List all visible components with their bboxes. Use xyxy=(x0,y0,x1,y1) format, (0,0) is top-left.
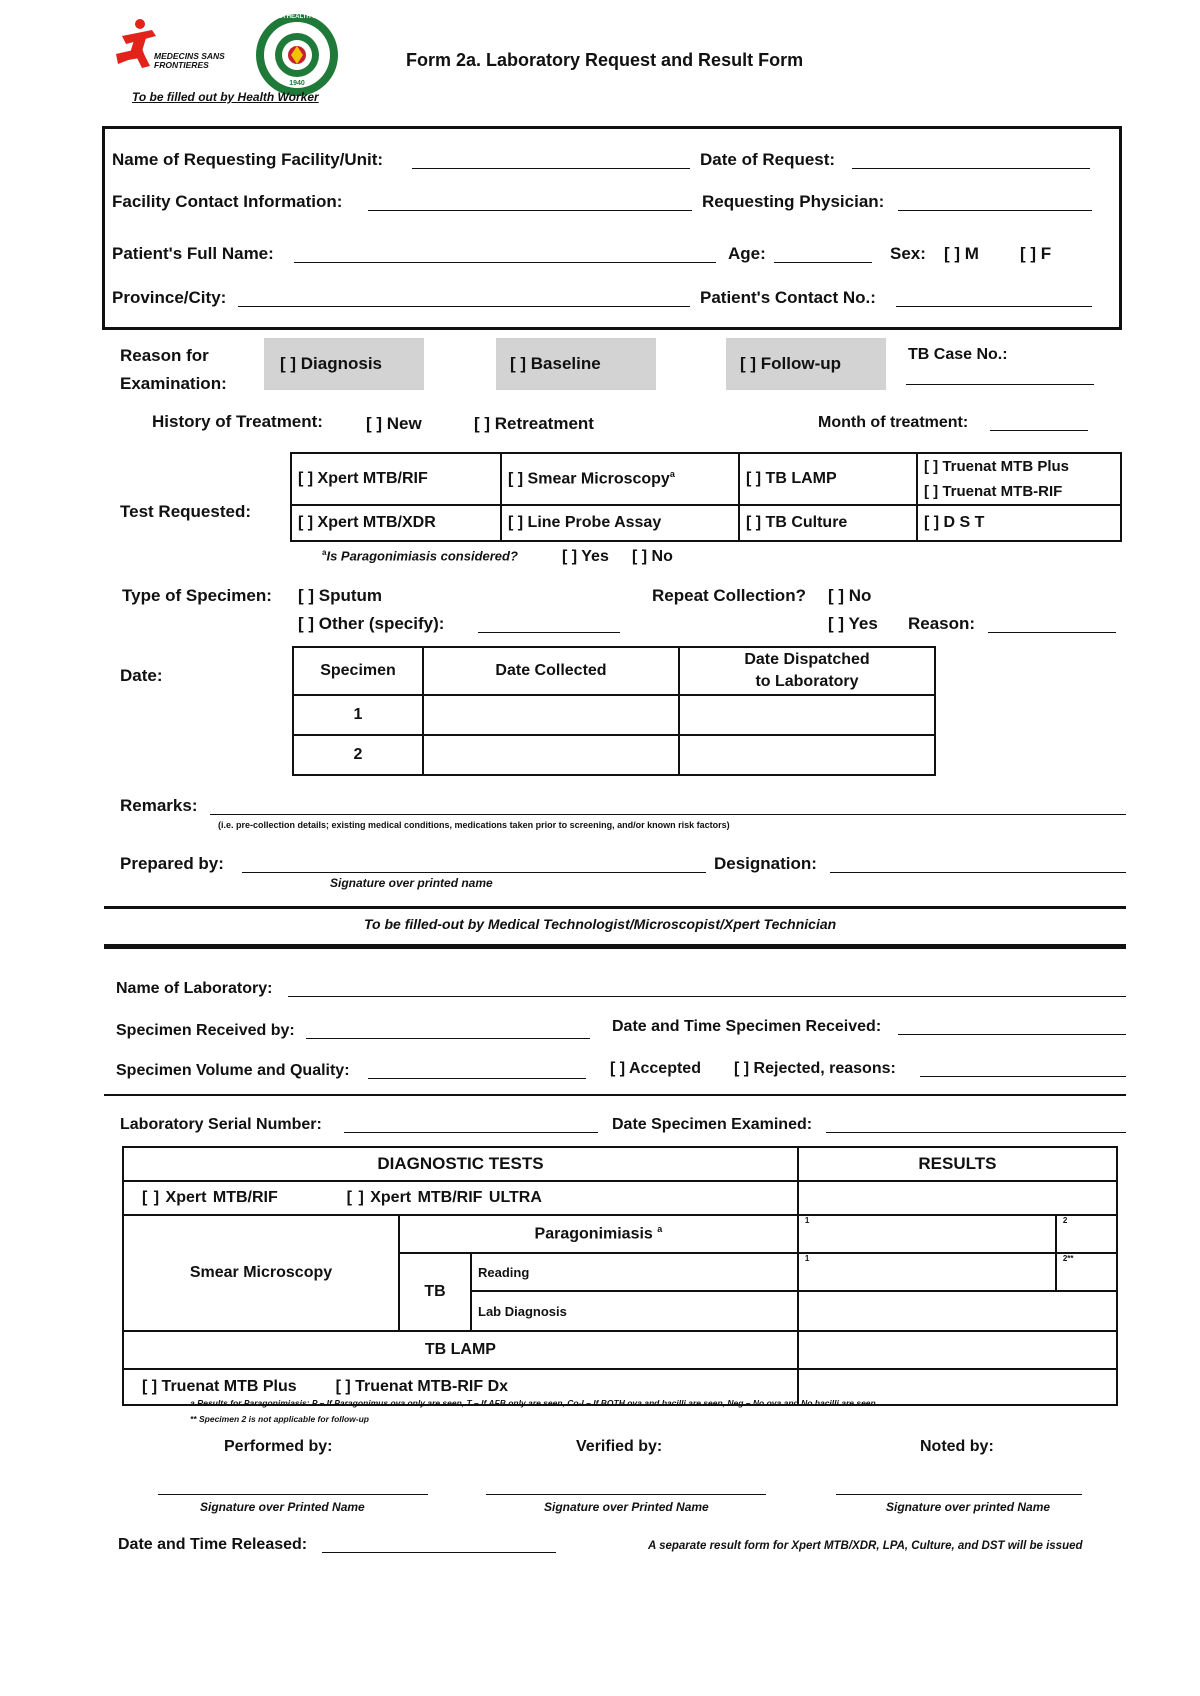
patient-name-label: Patient's Full Name: xyxy=(112,244,274,263)
test-xpert-rif-checkbox[interactable]: [ ] Xpert MTB/RIF xyxy=(291,453,501,505)
tb-lamp-label: TB LAMP xyxy=(123,1331,798,1369)
received-by-label: Specimen Received by: xyxy=(116,1022,295,1039)
verified-by-signature-line[interactable] xyxy=(486,1494,766,1495)
date-examined-input[interactable] xyxy=(826,1132,1126,1133)
facility-contact-input[interactable] xyxy=(368,210,692,211)
date-collected-cell[interactable] xyxy=(423,695,679,735)
requesting-physician-input[interactable] xyxy=(898,210,1092,211)
lab-serial-label: Laboratory Serial Number: xyxy=(120,1116,322,1133)
specimen-row-number: 2 xyxy=(293,735,423,775)
verified-by-label: Verified by: xyxy=(576,1438,663,1455)
date-released-label: Date and Time Released: xyxy=(118,1536,308,1553)
lab-diagnosis-result[interactable] xyxy=(798,1291,1117,1331)
paragonimiasis-yes-checkbox[interactable]: [ ] Yes xyxy=(562,548,609,565)
performed-by-signature-line[interactable] xyxy=(158,1494,428,1495)
test-requested-label: Test Requested: xyxy=(120,502,251,521)
paragonimiasis-result-1[interactable]: 1 xyxy=(798,1215,1056,1253)
paragonimiasis-question: $^a$Is Paragonimiasis considered? xyxy=(322,548,518,564)
patient-contact-label: Patient's Contact No.: xyxy=(700,288,876,307)
reading-result-2[interactable]: 2** xyxy=(1056,1253,1117,1291)
test-smear-checkbox[interactable]: [ ] Smear Microscopy$^a$ xyxy=(501,453,739,505)
lab-serial-input[interactable] xyxy=(344,1132,598,1133)
tb-label: TB xyxy=(399,1253,471,1331)
repeat-reason-input[interactable] xyxy=(988,632,1116,633)
seal-text: MANILA HEALTH DEPARTMENT xyxy=(262,14,354,20)
date-dispatched-cell[interactable] xyxy=(679,735,935,775)
prepared-by-label: Prepared by: xyxy=(120,854,224,873)
repeat-yes-checkbox[interactable]: [ ] Yes xyxy=(828,614,878,633)
date-received-input[interactable] xyxy=(898,1034,1126,1035)
prepared-signature-caption: Signature over printed name xyxy=(330,876,493,890)
sex-m-checkbox[interactable]: [ ] M xyxy=(944,244,979,263)
designation-input[interactable] xyxy=(830,872,1126,873)
patient-contact-input[interactable] xyxy=(896,306,1092,307)
accepted-checkbox[interactable]: [ ] Accepted xyxy=(610,1060,701,1077)
rejected-checkbox[interactable]: [ ] Rejected, reasons: xyxy=(734,1060,896,1077)
received-by-input[interactable] xyxy=(306,1038,590,1039)
date-collected-header: Date Collected xyxy=(423,647,679,695)
test-truenat-plus-checkbox[interactable]: [ ] Truenat MTB Plus xyxy=(924,458,1070,475)
specimen-type-label: Type of Specimen: xyxy=(122,586,272,605)
form-title: Form 2a. Laboratory Request and Result Form xyxy=(406,50,804,70)
test-dst-checkbox[interactable]: [ ] D S T xyxy=(917,505,1121,541)
date-examined-label: Date Specimen Examined: xyxy=(612,1116,813,1133)
month-of-treatment-label: Month of treatment: xyxy=(818,414,969,431)
specimen-2-footnote: ** Specimen 2 is not applicable for follow-up xyxy=(190,1414,369,1424)
reason-followup-checkbox[interactable]: [ ] Follow-up xyxy=(740,354,842,373)
seal-year: 1940 xyxy=(289,80,305,87)
result-xpert-ultra-checkbox[interactable]: [ ] Xpert MTB/RIF ULTRA xyxy=(346,1189,542,1206)
divider xyxy=(104,1094,1126,1096)
verified-signature-caption: Signature over Printed Name xyxy=(544,1500,709,1514)
result-truenat-plus-checkbox[interactable]: [ ] Truenat MTB Plus xyxy=(142,1378,297,1395)
date-collected-cell[interactable] xyxy=(423,735,679,775)
filled-by-health-worker-note: To be filled out by Health Worker xyxy=(132,90,319,104)
province-label: Province/City: xyxy=(112,288,227,307)
tb-case-input[interactable] xyxy=(906,384,1094,385)
date-received-label: Date and Time Specimen Received: xyxy=(612,1018,882,1035)
xpert-options-cell xyxy=(123,1181,798,1215)
facility-label: Name of Requesting Facility/Unit: xyxy=(112,150,384,169)
test-tb-culture-checkbox[interactable]: [ ] TB Culture xyxy=(739,505,917,541)
reading-label: Reading xyxy=(471,1253,798,1291)
date-released-input[interactable] xyxy=(322,1552,556,1553)
reading-result-1[interactable]: 1 xyxy=(798,1253,1056,1291)
facility-contact-label: Facility Contact Information: xyxy=(112,192,343,211)
specimen-other-checkbox[interactable]: [ ] Other (specify): xyxy=(298,614,445,633)
result-truenat-rif-checkbox[interactable]: [ ] Truenat MTB-RIF Dx xyxy=(335,1378,509,1395)
results-table xyxy=(122,1146,1118,1406)
performed-signature-caption: Signature over Printed Name xyxy=(200,1500,365,1514)
reason-label-2: Examination: xyxy=(120,374,227,393)
results-header: RESULTS xyxy=(798,1147,1117,1181)
history-label: History of Treatment: xyxy=(152,412,323,431)
lab-diagnosis-label: Lab Diagnosis xyxy=(471,1291,798,1331)
rejected-reasons-input[interactable] xyxy=(920,1076,1126,1077)
prepared-by-input[interactable] xyxy=(242,872,706,873)
designation-label: Designation: xyxy=(714,854,817,873)
requesting-physician-label: Requesting Physician: xyxy=(702,192,885,211)
test-xpert-xdr-checkbox[interactable]: [ ] Xpert MTB/XDR xyxy=(291,505,501,541)
msf-logo-text: MEDECINS SANS FRONTIERES xyxy=(154,51,225,70)
separate-form-note: A separate result form for Xpert MTB/XDR, LPA, Culture, and DST will be issued xyxy=(648,1540,1083,1552)
test-truenat-cell xyxy=(917,453,1121,505)
test-tb-lamp-checkbox[interactable]: [ ] TB LAMP xyxy=(739,453,917,505)
remarks-label: Remarks: xyxy=(120,796,198,815)
repeat-reason-label: Reason: xyxy=(908,614,976,633)
date-of-request-input[interactable] xyxy=(852,168,1090,169)
msf-logo xyxy=(112,14,232,78)
history-new-checkbox[interactable]: [ ] New xyxy=(366,414,422,433)
smear-microscopy-label: Smear Microscopy xyxy=(123,1215,399,1331)
lab-name-label: Name of Laboratory: xyxy=(116,980,273,997)
noted-by-label: Noted by: xyxy=(920,1438,994,1455)
repeat-collection-label: Repeat Collection? xyxy=(652,586,806,605)
xpert-result-cell[interactable] xyxy=(798,1181,1117,1215)
reason-baseline-checkbox[interactable]: [ ] Baseline xyxy=(510,354,601,373)
tb-lamp-result[interactable] xyxy=(798,1331,1117,1369)
specimen-date-table xyxy=(292,646,936,776)
age-label: Age: xyxy=(728,244,766,263)
divider xyxy=(104,944,1126,949)
divider xyxy=(104,906,1126,909)
paragonimiasis-no-checkbox[interactable]: [ ] No xyxy=(632,548,673,565)
specimen-row-number: 1 xyxy=(293,695,423,735)
patient-name-input[interactable] xyxy=(294,262,716,263)
lab-section-banner: To be filled-out by Medical Technologist/Microscopist/Xpert Technician xyxy=(364,916,837,932)
repeat-no-checkbox[interactable]: [ ] No xyxy=(828,586,872,605)
test-truenat-rif-checkbox[interactable]: [ ] Truenat MTB-RIF xyxy=(924,483,1063,500)
date-label: Date: xyxy=(120,666,163,685)
history-retreatment-checkbox[interactable]: [ ] Retreatment xyxy=(474,414,594,433)
reason-label-1: Reason for xyxy=(120,346,209,365)
paragonimiasis-footnote: a Results for Paragonimiasis: P – If Paragonimus ova only are seen, T – If AFB only are seen, Co-I – If BOTH ova and bacilli are seen, Neg – No ova and No bacilli are seen xyxy=(190,1398,876,1408)
test-requested-table xyxy=(290,452,1122,542)
health-department-seal xyxy=(254,12,354,98)
specimen-volume-label: Specimen Volume and Quality: xyxy=(116,1062,350,1079)
province-input[interactable] xyxy=(238,306,690,307)
test-lpa-checkbox[interactable]: [ ] Line Probe Assay xyxy=(501,505,739,541)
month-of-treatment-input[interactable] xyxy=(990,430,1088,431)
age-input[interactable] xyxy=(774,262,872,263)
facility-input[interactable] xyxy=(412,168,690,169)
lab-name-input[interactable] xyxy=(288,996,1126,997)
result-xpert-rif-checkbox[interactable]: [ ] Xpert MTB/RIF xyxy=(142,1189,278,1206)
date-of-request-label: Date of Request: xyxy=(700,150,836,169)
noted-signature-caption: Signature over printed Name xyxy=(886,1500,1051,1514)
remarks-hint: (i.e. pre-collection details; existing medical conditions, medications taken prior to screening, and/or known risk factors) xyxy=(218,820,730,830)
sex-f-checkbox[interactable]: [ ] F xyxy=(1020,244,1052,263)
sex-label: Sex: xyxy=(890,244,926,263)
specimen-header: Specimen xyxy=(293,647,423,695)
date-dispatched-header: Date Dispatched to Laboratory xyxy=(679,647,935,695)
paragonimiasis-result-2[interactable]: 2 xyxy=(1056,1215,1117,1253)
date-dispatched-cell[interactable] xyxy=(679,695,935,735)
reason-diagnosis-checkbox[interactable]: [ ] Diagnosis xyxy=(280,354,383,373)
performed-by-label: Performed by: xyxy=(224,1438,333,1455)
paragonimiasis-label: Paragonimiasis $^a$ xyxy=(399,1215,798,1253)
specimen-volume-input[interactable] xyxy=(368,1078,586,1079)
tb-case-label: TB Case No.: xyxy=(908,346,1008,363)
specimen-sputum-checkbox[interactable]: [ ] Sputum xyxy=(298,586,383,605)
noted-by-signature-line[interactable] xyxy=(836,1494,1082,1495)
diagnostic-tests-header: DIAGNOSTIC TESTS xyxy=(123,1147,798,1181)
remarks-input[interactable] xyxy=(210,814,1126,815)
specimen-other-input[interactable] xyxy=(478,632,620,633)
